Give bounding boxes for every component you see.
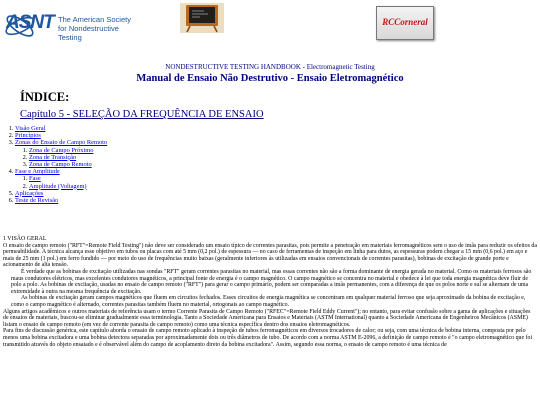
toc-item	[15, 125, 107, 132]
paragraph: Para fins de discussão genérica, este capítulo aborda o ensaio de campo remoto aplicado à inspeção de tubos ferromagnéticos em diversos trocadores de calor; ou seja, com uma técnica de bobina interna, composta por pelo menos uma bobina excitadora e uma bobina detectora separadas por aproximadamente dois ou três diâmetros de tubo. De acordo com a norma ASTM E-2096, a definição de campo remoto é "o campo eletromagnético que foi transmitido através do objeto ensaiado e é observável além do campo de acoplamento direto da bobina excitadora". Assim, segundo essa norma, o ensaio de campo remoto é uma técnica de	[3, 328, 533, 348]
toc-subitem	[29, 183, 107, 190]
paragraph: É verdade que as bobinas de excitação utilizadas nas sondas "RFT" geram correntes parasitas no material, mas essas correntes não são a forma dominante de energia gerada no material. Como os materiais ferrosos são maus condutores elétricos, mas excelentes condutores magnéticos, a principal fonte de energia é o campo magnético. O campo magnético se concentra no material e obedece à lei que toda energia magnética deve fluir de polo a polo. As bobinas de excitação, usadas no ensaio de campo remoto ("RFT") para gerar o campo primário, podem ser comparadas a imãs permanentes, com a diferença de que os polos norte e sul se alternam de uma extremidade à outra na mesma frequência de excitação.	[11, 268, 532, 295]
chapter-title-link[interactable]: Capítulo 5 - SELEÇÃO DA FREQUÊNCIA DE ENSAIO	[20, 109, 264, 120]
asnt-logo-letters: ASNT	[6, 12, 54, 33]
toc-item	[15, 132, 107, 139]
chalkboard-icon	[180, 3, 224, 33]
toc-link-zona-transicao[interactable]: Zona de Transição	[29, 153, 77, 161]
toc-link-teste-revisao[interactable]: Teste de Revisão	[15, 197, 59, 205]
toc-link-zona-campo-proximo[interactable]: Zona de Campo Próximo	[29, 146, 94, 154]
header	[0, 0, 540, 50]
index-heading: ÍNDICE:	[20, 90, 70, 104]
toc-link-aplicacoes[interactable]: Aplicações	[15, 189, 44, 197]
toc-item	[15, 168, 107, 190]
toc-link-fase-amplitude[interactable]: Fase e Amplitude	[15, 168, 60, 176]
asnt-logo[interactable]	[4, 8, 134, 44]
rc-logo[interactable]	[376, 6, 434, 40]
toc-link-zonas[interactable]: Zonas do Ensaio de Campo Remoto	[15, 139, 108, 147]
toc-item	[15, 197, 107, 204]
toc-link-principios[interactable]: Princípios	[15, 132, 41, 140]
toc-subitem	[29, 175, 107, 182]
asnt-society-name: The American Society for Nondestructive Testing	[58, 15, 131, 42]
toc-subitem	[29, 154, 107, 161]
table-of-contents	[5, 125, 107, 204]
paragraph: O ensaio de campo remoto ("RFT"=Remote Field Testing") não deve ser considerado um ensaio típico de correntes parasitas, pois permite a penetração em materiais ferromagnéticos sem o uso de imãs para reduzir os efeitos da permeabilidade. A técnica alcança esse objetivo em tubos ou placas com até 5 mm (0,2 pol.) de espessura — no caso de ferramentas de inspeção em linha para dutos, as espessuras podem chegar a 15 mm (0,6 pol.) em aço e mais de 25 mm (1 pol.) em ferro fundido — por meio do uso de frequências muito baixas (geralmente inferiores às utilizadas em ensaios convencionais de correntes parasitas), bobinas de excitação de grande porte e acionamento de alta tensão.	[3, 242, 537, 269]
toc-link-amplitude[interactable]: Amplitude (Voltagem)	[29, 182, 87, 190]
toc-subitem	[29, 147, 107, 154]
manual-title: Manual de Ensaio Não Destrutivo - Ensaio Eletromagnético	[136, 73, 404, 84]
handbook-title: NONDESTRUCTIVE TESTING HANDBOOK - Electromagnetic Testing	[165, 63, 375, 71]
title-block	[0, 63, 540, 85]
toc-link-zona-campo-remoto[interactable]: Zona de Campo Remoto	[29, 161, 92, 169]
toc-subitem	[29, 161, 107, 168]
section-heading: 1 VISÃO GERAL	[3, 236, 47, 242]
body-text	[3, 236, 537, 348]
toc-link-fase[interactable]: Fase	[29, 175, 41, 183]
toc-item	[15, 190, 107, 197]
rc-logo-text: RCCorneral	[382, 17, 428, 27]
asnt-logo-badge	[4, 8, 56, 44]
toc-link-visao-geral[interactable]: Visão Geral	[15, 125, 46, 132]
toc-item	[15, 139, 107, 168]
paragraph: As bobinas de excitação geram campos magnéticos que fluem em circuitos fechados. Esses circuitos de energia magnética se concentram em qualquer material ferroso que seja aproximado da bobina de excitação e, como o campo magnético é alternado, correntes parasitas também fluem no material, ortogonais ao campo magnético.	[11, 295, 526, 308]
paragraph: Alguns artigos acadêmicos e outros materiais de referência usam o termo Corrente Parasita de Campo Remoto ("RFEC"=Remote Field Eddy Current"); no entanto, para evitar confusão sobre a gama de aplicações e situações de ensaios de materiais, buscou-se eliminar gradualmente essa terminologia. Tanto a Sociedade Americana para Ensaios e Materiais (ASTM International) quanto a Sociedade Americana de Engenheiros Mecânicos (ASME) listam o ensaio de campo remoto (em vez de corrente parasita de campo remoto) como uma técnica específica dentro dos ensaios eletromagnéticos.	[3, 308, 531, 328]
